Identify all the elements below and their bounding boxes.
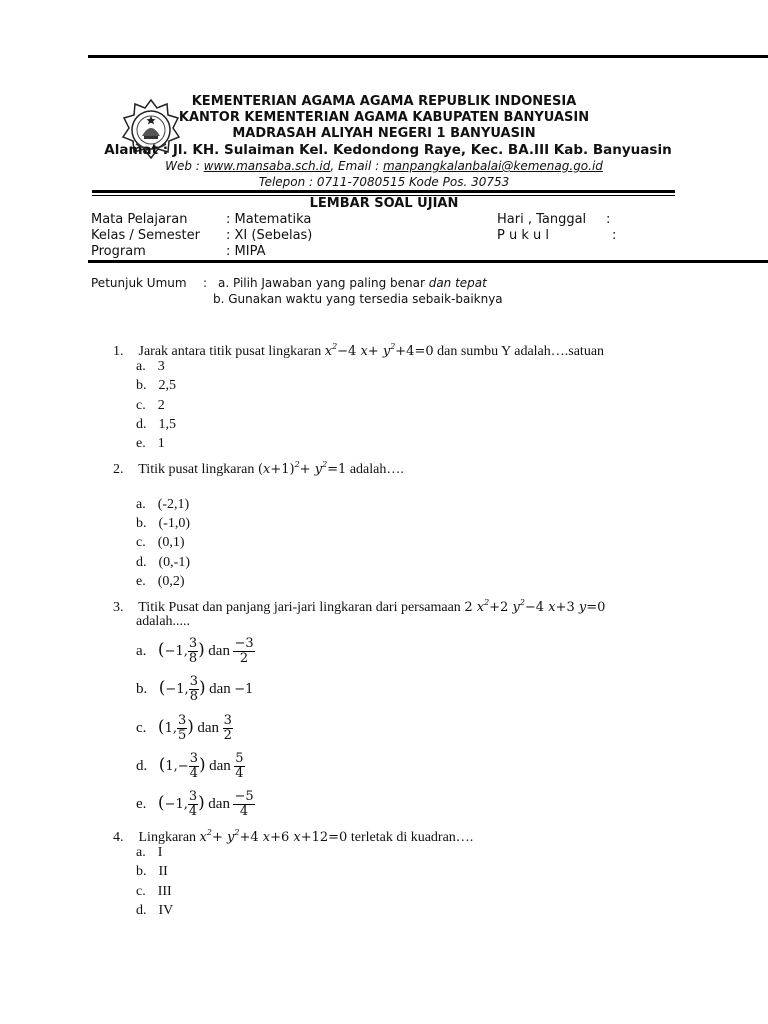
kelas-value: : XI (Sebelas): [226, 228, 313, 243]
question-2-text-after: adalah….: [349, 462, 404, 477]
question-1-equation: $x^2-4$ $x+ y^2+4=0$: [324, 342, 434, 359]
question-1-text: Jarak antara titik pusat lingkaran: [138, 344, 322, 359]
question-2: [113, 455, 404, 479]
question-4-number: 4.: [113, 830, 124, 845]
header-contact: [0, 158, 768, 174]
petunjuk-colon: :: [203, 276, 208, 290]
kelas-label: Kelas / Semester: [91, 228, 200, 243]
question-3-number: 3.: [113, 600, 124, 615]
pukul-label: P u k u l: [497, 228, 549, 243]
program-value: : MIPA: [226, 244, 266, 259]
option-2a[interactable]: a. (-2,1): [136, 497, 190, 512]
header-office: KANTOR KEMENTERIAN AGAMA KABUPATEN BANYUASIN: [178, 110, 590, 125]
petunjuk-b: b. Gunakan waktu yang tersedia sebaik-baiknya: [213, 292, 503, 306]
question-1: [113, 337, 604, 361]
question-1-text-after: dan sumbu Y adalah….satuan: [437, 344, 605, 359]
header-school: MADRASAH ALIYAH NEGERI 1 BANYUASIN: [232, 126, 536, 141]
question-1-number: 1.: [113, 344, 124, 359]
question-4: [113, 823, 473, 847]
question-3-text: Titik Pusat dan panjang jari-jari lingkaran dari persamaan: [138, 600, 461, 615]
option-4a[interactable]: a. I: [136, 845, 163, 860]
header-ministry: KEMENTERIAN AGAMA AGAMA REPUBLIK INDONESIA: [191, 94, 577, 109]
option-3e[interactable]: e. (−1, $\frac{3}{4}$ ) dan $\frac{-5}{4}$: [136, 789, 254, 820]
option-2d[interactable]: d. (0,-1): [136, 555, 190, 570]
web-label: Web :: [165, 159, 204, 173]
info-rule: [88, 260, 768, 263]
header-telephone: Telepon : 0711-7080515 Kode Pos. 30753: [258, 175, 510, 189]
option-4b[interactable]: b. II: [136, 864, 168, 879]
petunjuk-a: [218, 275, 487, 291]
question-3-equation: 2 $x^2+2$ $y^2-4$ x+3 y=0: [464, 598, 606, 615]
option-3a[interactable]: a. (−1, $\frac{3}{8}$ ) dan $\frac{-3}{2}$: [136, 636, 254, 667]
mapel-value: : Matematika: [226, 212, 312, 227]
question-4-text-after: terletak di kuadran….: [350, 830, 474, 845]
petunjuk-a-text: a. Pilih Jawaban yang paling benar: [218, 276, 429, 290]
question-2-number: 2.: [113, 462, 124, 477]
program-label: Program: [91, 244, 146, 259]
pukul-value: :: [612, 228, 617, 243]
option-1d[interactable]: d. 1,5: [136, 417, 176, 432]
option-4d[interactable]: d. IV: [136, 903, 174, 918]
email-label: , Email :: [330, 159, 383, 173]
option-3d[interactable]: d. (1,− $\frac{3}{4}$ ) dan $\frac{5}{4}$: [136, 751, 244, 782]
option-1c[interactable]: c. 2: [136, 398, 165, 413]
top-rule: [88, 55, 768, 58]
question-3-line2: adalah.....: [136, 614, 191, 629]
mapel-label: Mata Pelajaran: [91, 212, 188, 227]
hari-value: :: [606, 212, 611, 227]
header-rule-thick: [92, 190, 675, 193]
hari-label: Hari , Tanggal: [497, 212, 587, 227]
option-1e[interactable]: e. 1: [136, 436, 165, 451]
option-2c[interactable]: c. (0,1): [136, 535, 185, 550]
question-2-text: Titik pusat lingkaran: [138, 462, 255, 477]
option-3c[interactable]: c. (1, $\frac{3}{5}$ ) dan $\frac{3}{2}$: [136, 713, 232, 744]
option-1b[interactable]: b. 2,5: [136, 378, 176, 393]
option-2e[interactable]: e. (0,2): [136, 574, 185, 589]
option-3b[interactable]: b. (−1, $\frac{3}{8}$ ) dan −1: [136, 674, 254, 705]
email-link[interactable]: manpangkalanbalai@kemenag.go.id: [382, 159, 603, 173]
sheet-title: LEMBAR SOAL UJIAN: [309, 196, 459, 211]
question-4-text: Lingkaran: [138, 830, 197, 845]
petunjuk-label: Petunjuk Umum: [91, 276, 187, 290]
header-address: Alamat : Jl. KH. Sulaiman Kel. Kedondong Raye, Kec. BA.III Kab. Banyuasin: [104, 142, 672, 158]
petunjuk-a-italic: dan tepat: [428, 276, 487, 290]
web-link[interactable]: www.mansaba.sch.id: [203, 159, 331, 173]
option-4c[interactable]: c. III: [136, 884, 172, 899]
question-4-equation: $x^2+ y^2+4$ x+6 x+12=0: [199, 828, 348, 845]
question-2-equation: $(x+1)^2+ y^2=1$: [257, 460, 347, 477]
option-2b[interactable]: b. (-1,0): [136, 516, 190, 531]
option-1a[interactable]: a. 3: [136, 359, 165, 374]
